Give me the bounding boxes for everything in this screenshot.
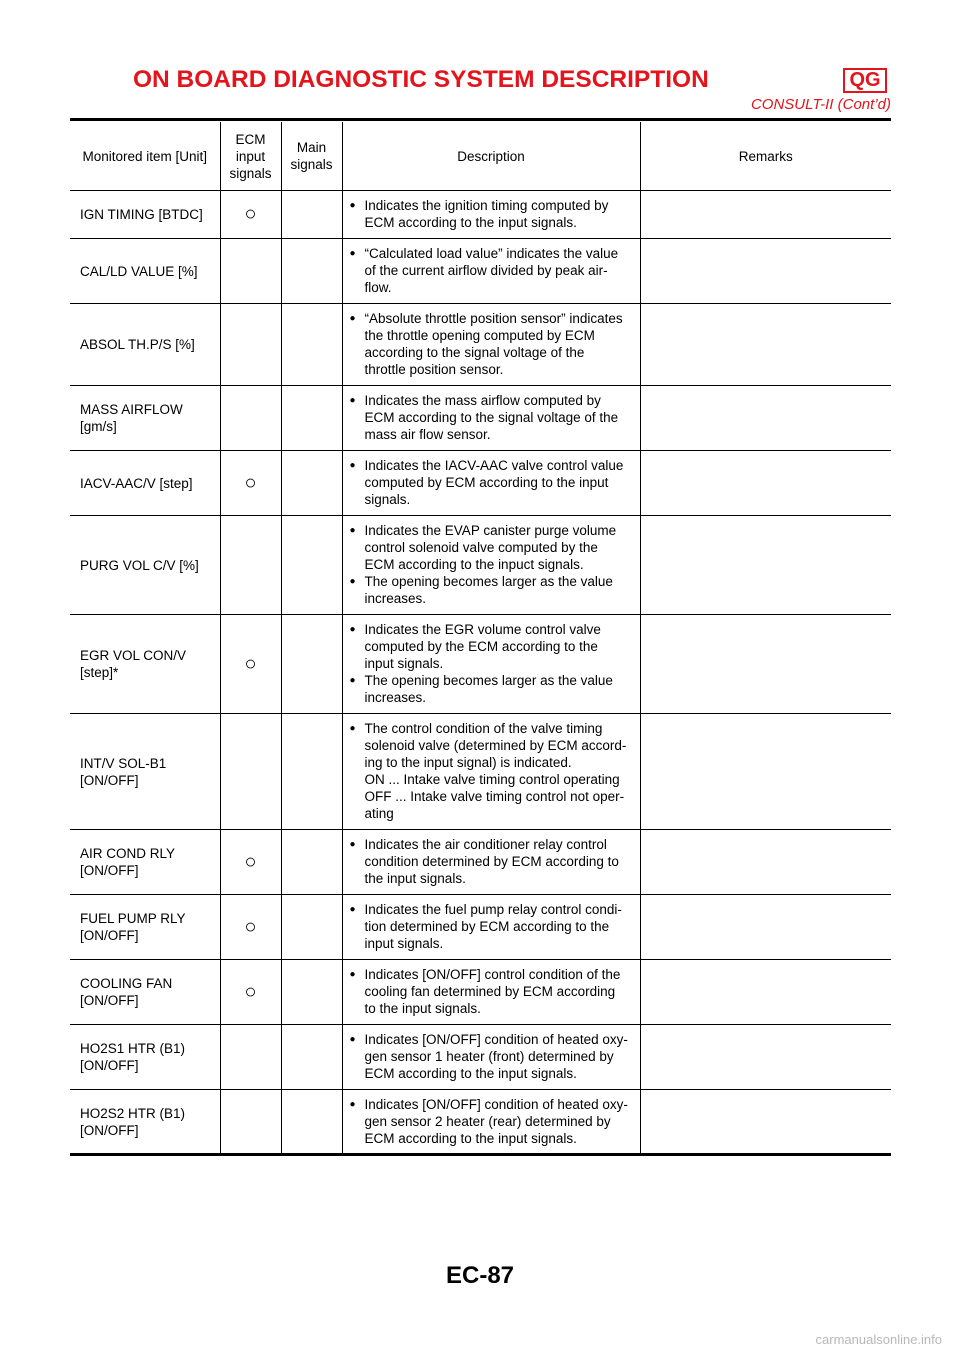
ecm-input-signal-mark: ○ <box>220 191 281 239</box>
description-line: the throttle opening computed by ECM <box>364 328 595 343</box>
description-cell <box>342 304 640 386</box>
description-line: OFF ... Intake valve timing control not oper- <box>364 789 625 804</box>
description-line: computed by ECM according to the input <box>364 475 609 490</box>
ecm-input-signal-mark: ○ <box>220 615 281 714</box>
monitored-item-cell <box>70 386 220 451</box>
remarks-cell <box>640 516 891 615</box>
main-signal-mark <box>281 895 342 960</box>
header-description: Description <box>342 122 640 191</box>
monitored-item-text: FUEL PUMP RLY <box>80 911 186 926</box>
bottom-rule <box>70 1153 891 1156</box>
monitored-item-cell <box>70 830 220 895</box>
table-row <box>70 830 891 895</box>
description-cell <box>342 191 640 239</box>
monitored-item-text: [ON/OFF] <box>80 1058 139 1073</box>
monitored-item-text: [ON/OFF] <box>80 1123 139 1138</box>
description-line: ECM according to the input signals. <box>364 1131 577 1146</box>
description-cell <box>342 830 640 895</box>
header-ecm-input-signals: ECM input signals <box>220 122 281 191</box>
section-badge: QG <box>843 68 887 93</box>
monitored-item-text: PURG VOL C/V [%] <box>80 557 199 573</box>
ecm-input-signal-mark <box>220 386 281 451</box>
main-signal-mark <box>281 304 342 386</box>
description-cell <box>342 1025 640 1090</box>
description-line: gen sensor 1 heater (front) determined by <box>364 1049 614 1064</box>
remarks-cell <box>640 191 891 239</box>
remarks-cell <box>640 615 891 714</box>
monitored-item-text: MASS AIRFLOW <box>80 402 183 417</box>
table-row <box>70 191 891 239</box>
table-row <box>70 516 891 615</box>
description-cell <box>342 615 640 714</box>
description-line: ECM according to the inpuct signals. <box>364 557 584 572</box>
table-row <box>70 451 891 516</box>
table-row <box>70 895 891 960</box>
description-line: ating <box>364 806 394 821</box>
description-cell <box>342 386 640 451</box>
monitored-item-cell <box>70 960 220 1025</box>
description-line: to the input signals. <box>364 1001 481 1016</box>
description-line: of the current airflow divided by peak air- <box>364 263 608 278</box>
description-line: flow. <box>364 280 392 295</box>
main-signal-mark <box>281 1025 342 1090</box>
description-line: condition determined by ECM according to <box>364 854 619 869</box>
description-line: the input signals. <box>364 871 466 886</box>
table-row <box>70 239 891 304</box>
description-bullet-line: ● The opening becomes larger as the value <box>349 573 636 590</box>
monitored-item-text: [ON/OFF] <box>80 772 139 788</box>
description-bullet-line: ● Indicates the air conditioner relay control <box>349 836 636 853</box>
monitored-item-cell <box>70 304 220 386</box>
main-signal-mark <box>281 191 342 239</box>
table-row <box>70 615 891 714</box>
remarks-cell <box>640 304 891 386</box>
monitored-item-text: EGR VOL CON/V <box>80 648 187 663</box>
description-line: input signals. <box>364 936 444 951</box>
ecm-input-signal-mark <box>220 1090 281 1155</box>
monitored-items-table <box>70 122 891 1154</box>
main-signal-mark <box>281 714 342 830</box>
monitored-item-text: AIR COND RLY <box>80 846 176 861</box>
monitored-item-text: HO2S1 HTR (B1) <box>80 1041 186 1056</box>
page-subtitle: CONSULT-II (Cont’d) <box>750 96 891 113</box>
monitored-item-text: [ON/OFF] <box>80 928 139 943</box>
description-bullet-line: ● The control condition of the valve timing <box>349 720 636 737</box>
monitored-item-cell <box>70 191 220 239</box>
description-line: increases. <box>364 591 427 606</box>
description-line: input signals. <box>364 656 444 671</box>
remarks-cell <box>640 960 891 1025</box>
watermark: carmanualsonline.info <box>815 1332 942 1347</box>
header-monitored-item: Monitored item [Unit] <box>82 148 208 164</box>
description-bullet-line: ● Indicates [ON/OFF] condition of heated oxy- <box>349 1031 636 1048</box>
main-signal-mark <box>281 239 342 304</box>
description-bullet-line: ● “Absolute throttle position sensor” indicates <box>349 310 636 327</box>
page-title: ON BOARD DIAGNOSTIC SYSTEM DESCRIPTION <box>133 66 709 93</box>
monitored-item-cell <box>70 1025 220 1090</box>
description-line: ECM according to the input signals. <box>364 1066 577 1081</box>
ecm-input-signal-mark <box>220 714 281 830</box>
table-row <box>70 960 891 1025</box>
monitored-item-text: ABSOL TH.P/S [%] <box>80 337 195 352</box>
description-line: cooling fan determined by ECM according <box>364 984 616 999</box>
monitored-item-text: [gm/s] <box>80 419 117 434</box>
description-cell <box>342 516 640 615</box>
ecm-input-signal-mark: ○ <box>220 895 281 960</box>
monitored-item-text: INT/V SOL-B1 <box>80 755 167 771</box>
description-bullet-line: ● Indicates the fuel pump relay control condi- <box>349 901 636 918</box>
description-bullet-line: ● The opening becomes larger as the value <box>349 672 636 689</box>
header-remarks: Remarks <box>640 122 891 191</box>
monitored-item-cell <box>70 516 220 615</box>
main-signal-mark <box>281 615 342 714</box>
ecm-input-signal-mark <box>220 239 281 304</box>
monitored-item-text: IACV-AAC/V [step] <box>80 475 193 491</box>
description-cell <box>342 451 640 516</box>
description-bullet-line: ● Indicates the mass airflow computed by <box>349 392 636 409</box>
table-row <box>70 1025 891 1090</box>
main-signal-mark <box>281 386 342 451</box>
remarks-cell <box>640 239 891 304</box>
description-line: according to the signal voltage of the <box>364 345 585 360</box>
monitored-item-text: CAL/LD VALUE [%] <box>80 263 198 279</box>
monitored-item-cell <box>70 1090 220 1155</box>
remarks-cell <box>640 830 891 895</box>
description-line: ECM according to the signal voltage of the <box>364 410 619 425</box>
remarks-cell <box>640 1090 891 1155</box>
description-line: solenoid valve (determined by ECM accord- <box>364 738 627 753</box>
ecm-input-signal-mark <box>220 516 281 615</box>
remarks-cell <box>640 451 891 516</box>
top-rule <box>70 118 891 121</box>
main-signal-mark <box>281 1090 342 1155</box>
description-cell <box>342 714 640 830</box>
monitored-item-text: IGN TIMING [BTDC] <box>80 207 203 222</box>
description-line: mass air flow sensor. <box>364 427 491 442</box>
description-line: throttle position sensor. <box>364 362 504 377</box>
description-line: increases. <box>364 690 427 705</box>
remarks-cell <box>640 895 891 960</box>
description-line: computed by the ECM according to the <box>364 639 598 654</box>
monitored-item-text: [ON/OFF] <box>80 863 139 878</box>
description-bullet-line: ● “Calculated load value” indicates the value <box>349 245 636 262</box>
description-line: ON ... Intake valve timing control operating <box>364 772 620 787</box>
table-row <box>70 1090 891 1155</box>
description-cell <box>342 239 640 304</box>
description-line: tion determined by ECM according to the <box>364 919 610 934</box>
remarks-cell <box>640 386 891 451</box>
ecm-input-signal-mark: ○ <box>220 451 281 516</box>
ecm-input-signal-mark: ○ <box>220 830 281 895</box>
header-main-signals: Main signals <box>281 122 342 191</box>
monitored-item-text: COOLING FAN <box>80 976 173 991</box>
description-bullet-line: ● Indicates [ON/OFF] control condition of the <box>349 966 636 983</box>
description-cell <box>342 960 640 1025</box>
monitored-item-text: HO2S2 HTR (B1) <box>80 1106 186 1121</box>
monitored-item-text: [step]* <box>80 665 119 680</box>
description-bullet-line: ● Indicates the IACV-AAC valve control value <box>349 457 636 474</box>
monitored-item-cell <box>70 714 220 830</box>
description-bullet-line: ● Indicates the EGR volume control valve <box>349 621 636 638</box>
monitored-item-cell <box>70 239 220 304</box>
ecm-input-signal-mark <box>220 1025 281 1090</box>
ecm-input-signal-mark <box>220 304 281 386</box>
main-signal-mark <box>281 451 342 516</box>
main-signal-mark <box>281 516 342 615</box>
main-signal-mark <box>281 830 342 895</box>
monitored-item-cell <box>70 895 220 960</box>
table-row <box>70 304 891 386</box>
table-row <box>70 386 891 451</box>
monitored-item-cell <box>70 615 220 714</box>
page-number: EC-87 <box>445 1262 515 1289</box>
main-signal-mark <box>281 960 342 1025</box>
table-body <box>70 191 891 1155</box>
description-line: control solenoid valve computed by the <box>364 540 598 555</box>
description-bullet-line: ● Indicates the EVAP canister purge volume <box>349 522 636 539</box>
monitored-item-cell <box>70 451 220 516</box>
description-cell <box>342 895 640 960</box>
remarks-cell <box>640 714 891 830</box>
description-line: signals. <box>364 492 411 507</box>
ecm-input-signal-mark: ○ <box>220 960 281 1025</box>
description-line: ECM according to the input signals. <box>364 215 577 230</box>
description-line: gen sensor 2 heater (rear) determined by <box>364 1114 611 1129</box>
description-bullet-line: ● Indicates the ignition timing computed by <box>349 197 636 214</box>
description-bullet-line: ● Indicates [ON/OFF] condition of heated oxy- <box>349 1096 636 1113</box>
description-cell <box>342 1090 640 1155</box>
remarks-cell <box>640 1025 891 1090</box>
table-row <box>70 714 891 830</box>
description-line: ing to the input signal) is indicated. <box>364 755 572 770</box>
monitored-item-text: [ON/OFF] <box>80 993 139 1008</box>
